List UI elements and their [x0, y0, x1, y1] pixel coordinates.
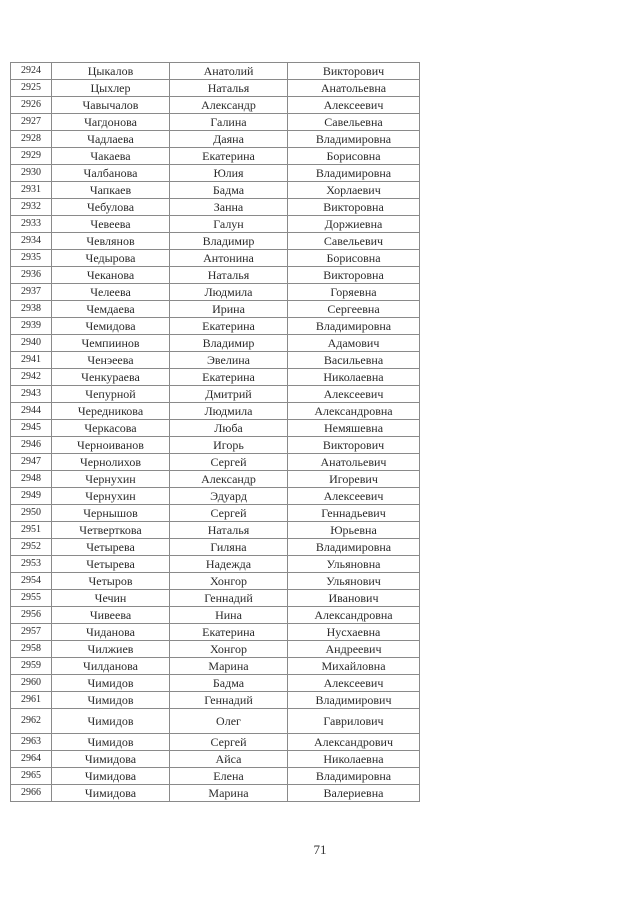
page-number: 71	[313, 842, 327, 857]
last-name-cell: Чечин	[52, 590, 170, 607]
table-row	[11, 751, 420, 768]
row-number-cell: 2924	[11, 63, 52, 80]
patronymic-cell: Валериевна	[288, 785, 420, 802]
last-name-cell: Цыкалов	[52, 63, 170, 80]
patronymic-cell: Борисовна	[288, 148, 420, 165]
patronymic-cell: Андреевич	[288, 641, 420, 658]
patronymic-cell: Владимирович	[288, 692, 420, 709]
patronymic-cell: Алексеевич	[288, 97, 420, 114]
table-row	[11, 267, 420, 284]
patronymic-cell: Ульянович	[288, 573, 420, 590]
first-name-cell: Люба	[170, 420, 288, 437]
patronymic-cell: Владимировна	[288, 539, 420, 556]
patronymic-cell: Горяевна	[288, 284, 420, 301]
first-name-cell: Екатерина	[170, 148, 288, 165]
row-number-cell: 2954	[11, 573, 52, 590]
patronymic-cell: Николаевна	[288, 751, 420, 768]
patronymic-cell: Ульяновна	[288, 556, 420, 573]
last-name-cell: Чемидова	[52, 318, 170, 335]
row-number-cell: 2927	[11, 114, 52, 131]
first-name-cell: Дмитрий	[170, 386, 288, 403]
first-name-cell: Сергей	[170, 454, 288, 471]
first-name-cell: Наталья	[170, 522, 288, 539]
table-row	[11, 301, 420, 318]
first-name-cell: Александр	[170, 97, 288, 114]
first-name-cell: Марина	[170, 658, 288, 675]
last-name-cell: Чимидов	[52, 675, 170, 692]
row-number-cell: 2936	[11, 267, 52, 284]
row-number-cell: 2932	[11, 199, 52, 216]
row-number-cell: 2953	[11, 556, 52, 573]
table-row	[11, 556, 420, 573]
table-row	[11, 692, 420, 709]
last-name-cell: Чимидова	[52, 751, 170, 768]
last-name-cell: Чагдонова	[52, 114, 170, 131]
row-number-cell: 2949	[11, 488, 52, 505]
first-name-cell: Надежда	[170, 556, 288, 573]
last-name-cell: Ченэеева	[52, 352, 170, 369]
last-name-cell: Ченкураева	[52, 369, 170, 386]
row-number-cell: 2950	[11, 505, 52, 522]
first-name-cell: Бадма	[170, 182, 288, 199]
first-name-cell: Эдуард	[170, 488, 288, 505]
patronymic-cell: Николаевна	[288, 369, 420, 386]
patronymic-cell: Александровна	[288, 607, 420, 624]
patronymic-cell: Викторовна	[288, 267, 420, 284]
patronymic-cell: Юрьевна	[288, 522, 420, 539]
last-name-cell: Четырева	[52, 556, 170, 573]
table-row	[11, 318, 420, 335]
patronymic-cell: Владимировна	[288, 131, 420, 148]
table-row	[11, 165, 420, 182]
first-name-cell: Хонгор	[170, 641, 288, 658]
patronymic-cell: Алексеевич	[288, 488, 420, 505]
first-name-cell: Галина	[170, 114, 288, 131]
patronymic-cell: Александровна	[288, 403, 420, 420]
row-number-cell: 2939	[11, 318, 52, 335]
patronymic-cell: Немяшевна	[288, 420, 420, 437]
table-row	[11, 335, 420, 352]
patronymic-cell: Игоревич	[288, 471, 420, 488]
first-name-cell: Александр	[170, 471, 288, 488]
first-name-cell: Геннадий	[170, 692, 288, 709]
row-number-cell: 2940	[11, 335, 52, 352]
table-row	[11, 284, 420, 301]
table-row	[11, 420, 420, 437]
table-row	[11, 624, 420, 641]
patronymic-cell: Михайловна	[288, 658, 420, 675]
first-name-cell: Эвелина	[170, 352, 288, 369]
first-name-cell: Владимир	[170, 233, 288, 250]
patronymic-cell: Савельевич	[288, 233, 420, 250]
patronymic-cell: Анатольевич	[288, 454, 420, 471]
first-name-cell: Анатолий	[170, 63, 288, 80]
patronymic-cell: Алексеевич	[288, 675, 420, 692]
first-name-cell: Игорь	[170, 437, 288, 454]
last-name-cell: Чепурной	[52, 386, 170, 403]
last-name-cell: Чемпиинов	[52, 335, 170, 352]
table-row	[11, 233, 420, 250]
first-name-cell: Марина	[170, 785, 288, 802]
row-number-cell: 2931	[11, 182, 52, 199]
row-number-cell: 2941	[11, 352, 52, 369]
patronymic-cell: Доржиевна	[288, 216, 420, 233]
patronymic-cell: Геннадьевич	[288, 505, 420, 522]
last-name-cell: Чавычалов	[52, 97, 170, 114]
row-number-cell: 2966	[11, 785, 52, 802]
patronymic-cell: Алексеевич	[288, 386, 420, 403]
row-number-cell: 2929	[11, 148, 52, 165]
table-row	[11, 471, 420, 488]
table-row	[11, 352, 420, 369]
row-number-cell: 2955	[11, 590, 52, 607]
patronymic-cell: Викторович	[288, 437, 420, 454]
row-number-cell: 2937	[11, 284, 52, 301]
last-name-cell: Черкасова	[52, 420, 170, 437]
first-name-cell: Занна	[170, 199, 288, 216]
table-row	[11, 369, 420, 386]
first-name-cell: Екатерина	[170, 318, 288, 335]
last-name-cell: Чимидова	[52, 785, 170, 802]
patronymic-cell: Викторович	[288, 63, 420, 80]
patronymic-cell: Борисовна	[288, 250, 420, 267]
row-number-cell: 2951	[11, 522, 52, 539]
first-name-cell: Владимир	[170, 335, 288, 352]
last-name-cell: Чивеева	[52, 607, 170, 624]
table-row	[11, 641, 420, 658]
first-name-cell: Хонгор	[170, 573, 288, 590]
row-number-cell: 2959	[11, 658, 52, 675]
patronymic-cell: Гаврилович	[288, 709, 420, 734]
row-number-cell: 2962	[11, 709, 52, 734]
table-row	[11, 97, 420, 114]
table-row	[11, 658, 420, 675]
patronymic-cell: Иванович	[288, 590, 420, 607]
table-row	[11, 607, 420, 624]
row-number-cell: 2946	[11, 437, 52, 454]
last-name-cell: Челеева	[52, 284, 170, 301]
patronymic-cell: Сергеевна	[288, 301, 420, 318]
first-name-cell: Ирина	[170, 301, 288, 318]
table-row	[11, 403, 420, 420]
last-name-cell: Цыхлер	[52, 80, 170, 97]
row-number-cell: 2944	[11, 403, 52, 420]
table-row	[11, 454, 420, 471]
last-name-cell: Чилданова	[52, 658, 170, 675]
patronymic-cell: Викторовна	[288, 199, 420, 216]
patronymic-cell: Хорлаевич	[288, 182, 420, 199]
first-name-cell: Гиляна	[170, 539, 288, 556]
table-row	[11, 199, 420, 216]
table-row	[11, 488, 420, 505]
last-name-cell: Чакаева	[52, 148, 170, 165]
first-name-cell: Айса	[170, 751, 288, 768]
first-name-cell: Сергей	[170, 734, 288, 751]
row-number-cell: 2958	[11, 641, 52, 658]
row-number-cell: 2963	[11, 734, 52, 751]
first-name-cell: Даяна	[170, 131, 288, 148]
table-row	[11, 250, 420, 267]
last-name-cell: Чимидов	[52, 709, 170, 734]
last-name-cell: Чернолихов	[52, 454, 170, 471]
patronymic-cell: Нусхаевна	[288, 624, 420, 641]
row-number-cell: 2952	[11, 539, 52, 556]
last-name-cell: Чемдаева	[52, 301, 170, 318]
last-name-cell: Чевеева	[52, 216, 170, 233]
row-number-cell: 2935	[11, 250, 52, 267]
first-name-cell: Геннадий	[170, 590, 288, 607]
last-name-cell: Чимидов	[52, 734, 170, 751]
last-name-cell: Черноиванов	[52, 437, 170, 454]
last-name-cell: Чалбанова	[52, 165, 170, 182]
last-name-cell: Четырева	[52, 539, 170, 556]
row-number-cell: 2956	[11, 607, 52, 624]
patronymic-cell: Адамович	[288, 335, 420, 352]
last-name-cell: Чернухин	[52, 471, 170, 488]
last-name-cell: Чилжиев	[52, 641, 170, 658]
last-name-cell: Чернышов	[52, 505, 170, 522]
table-row	[11, 522, 420, 539]
first-name-cell: Антонина	[170, 250, 288, 267]
names-table-body	[11, 63, 420, 802]
row-number-cell: 2933	[11, 216, 52, 233]
last-name-cell: Чевлянов	[52, 233, 170, 250]
first-name-cell: Екатерина	[170, 624, 288, 641]
table-row	[11, 114, 420, 131]
table-row	[11, 437, 420, 454]
row-number-cell: 2960	[11, 675, 52, 692]
table-row	[11, 131, 420, 148]
row-number-cell: 2934	[11, 233, 52, 250]
first-name-cell: Олег	[170, 709, 288, 734]
table-row	[11, 216, 420, 233]
patronymic-cell: Савельевна	[288, 114, 420, 131]
last-name-cell: Четверткова	[52, 522, 170, 539]
first-name-cell: Наталья	[170, 267, 288, 284]
row-number-cell: 2947	[11, 454, 52, 471]
patronymic-cell: Владимировна	[288, 768, 420, 785]
first-name-cell: Сергей	[170, 505, 288, 522]
patronymic-cell: Владимировна	[288, 318, 420, 335]
row-number-cell: 2948	[11, 471, 52, 488]
patronymic-cell: Анатольевна	[288, 80, 420, 97]
row-number-cell: 2928	[11, 131, 52, 148]
last-name-cell: Чеканова	[52, 267, 170, 284]
last-name-cell: Четыров	[52, 573, 170, 590]
table-row	[11, 539, 420, 556]
table-row	[11, 573, 420, 590]
names-table	[10, 62, 420, 802]
last-name-cell: Чиданова	[52, 624, 170, 641]
table-row	[11, 386, 420, 403]
first-name-cell: Галун	[170, 216, 288, 233]
table-row	[11, 785, 420, 802]
table-row	[11, 148, 420, 165]
patronymic-cell: Александрович	[288, 734, 420, 751]
table-row	[11, 768, 420, 785]
first-name-cell: Наталья	[170, 80, 288, 97]
row-number-cell: 2957	[11, 624, 52, 641]
table-row	[11, 182, 420, 199]
row-number-cell: 2945	[11, 420, 52, 437]
row-number-cell: 2965	[11, 768, 52, 785]
row-number-cell: 2964	[11, 751, 52, 768]
row-number-cell: 2961	[11, 692, 52, 709]
row-number-cell: 2925	[11, 80, 52, 97]
first-name-cell: Людмила	[170, 403, 288, 420]
patronymic-cell: Васильевна	[288, 352, 420, 369]
first-name-cell: Юлия	[170, 165, 288, 182]
table-row	[11, 734, 420, 751]
table-row	[11, 80, 420, 97]
last-name-cell: Чернухин	[52, 488, 170, 505]
row-number-cell: 2943	[11, 386, 52, 403]
row-number-cell: 2926	[11, 97, 52, 114]
last-name-cell: Чадлаева	[52, 131, 170, 148]
last-name-cell: Чимидов	[52, 692, 170, 709]
first-name-cell: Людмила	[170, 284, 288, 301]
last-name-cell: Чимидова	[52, 768, 170, 785]
table-row	[11, 505, 420, 522]
patronymic-cell: Владимировна	[288, 165, 420, 182]
first-name-cell: Бадма	[170, 675, 288, 692]
row-number-cell: 2938	[11, 301, 52, 318]
last-name-cell: Чапкаев	[52, 182, 170, 199]
first-name-cell: Елена	[170, 768, 288, 785]
table-row	[11, 63, 420, 80]
last-name-cell: Чебулова	[52, 199, 170, 216]
table-row	[11, 675, 420, 692]
table-row	[11, 709, 420, 734]
first-name-cell: Екатерина	[170, 369, 288, 386]
first-name-cell: Нина	[170, 607, 288, 624]
last-name-cell: Чедырова	[52, 250, 170, 267]
table-row	[11, 590, 420, 607]
row-number-cell: 2930	[11, 165, 52, 182]
row-number-cell: 2942	[11, 369, 52, 386]
last-name-cell: Чередникова	[52, 403, 170, 420]
